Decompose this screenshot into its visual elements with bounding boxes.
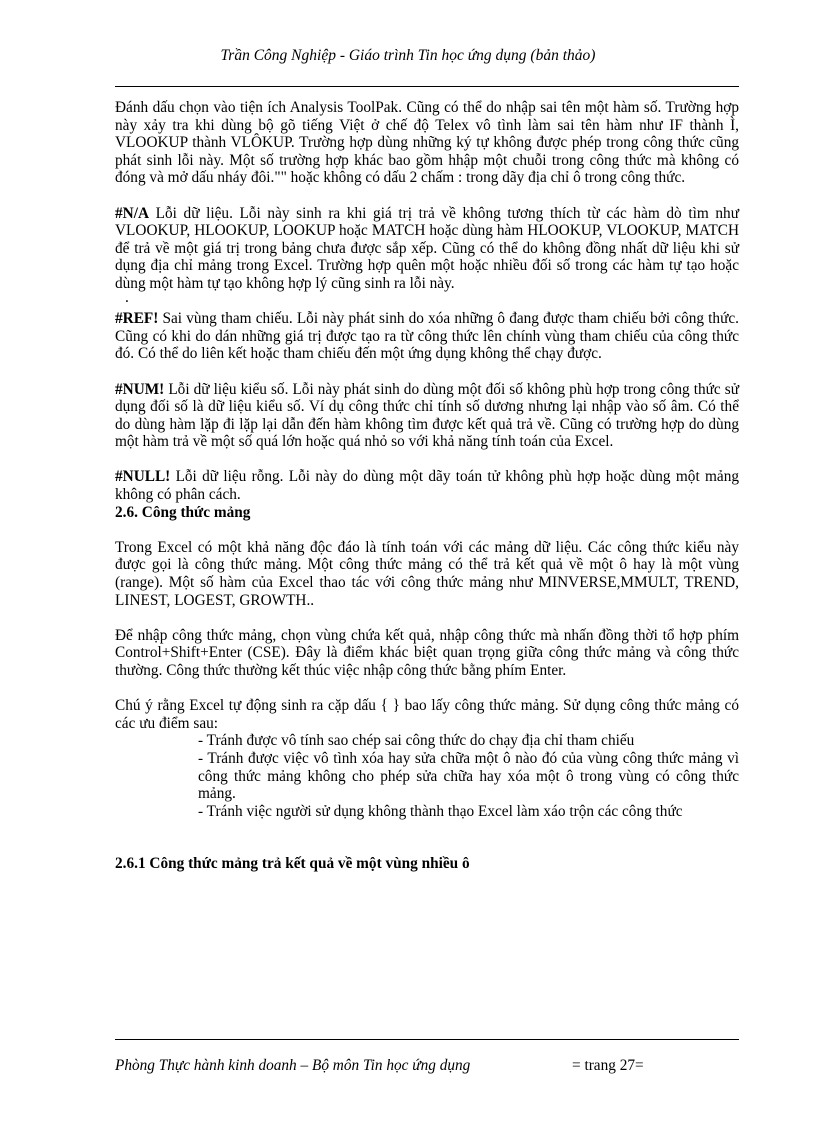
section-heading-2-6: 2.6. Công thức mảng [115, 503, 251, 521]
list-item: - Tránh được việc vô tình xóa hay sửa chữa một ô nào đó của vùng công thức mảng vì công thức mảng không cho phép sửa chữa hay xóa một ô trong vùng có công thức mảng. [198, 749, 739, 803]
paragraph-ref-error [115, 310, 739, 363]
footer-rule [115, 1039, 739, 1040]
paragraph-array-entry: Để nhập công thức mảng, chọn vùng chứa kết quả, nhập công thức mà nhấn đồng thời tổ hợp phím Control+Shift+Enter (CSE). Đây là điểm khác biệt quan trọng giữa công thức mảng và công thức thường. Công thức thường kết thúc việc nhập công thức bằng phím Enter. [115, 626, 739, 679]
error-code-na: #N/A [115, 204, 149, 222]
na-description: Lỗi dữ liệu. Lỗi này sinh ra khi giá trị trả về không tương thích từ các hàm dò tìm như VLOOKUP, HLOOKUP, LOOKUP hoặc MATCH hoặc dùng hàm HLOOKUP, VLOOKUP, MATCH để trả về một giá trị trong bảng chưa được sắp xếp. Cũng có thể do không đồng nhất dữ liệu khi sử dụng địa chỉ mảng trong Excel. Trường hợp quên một hoặc nhiều đối số trong các hàm tự tạo hoặc dùng một hàm tự tạo không hợp lý cũng sinh ra lỗi này. [115, 204, 739, 292]
paragraph-analysis-toolpak: Đánh dấu chọn vào tiện ích Analysis ToolPak. Cũng có thể do nhập sai tên một hàm số. Trường hợp này xảy tra khi dùng bộ gõ tiếng Việt ở chế độ Telex vô tình làm sai tên hàm như IF thành Ì, VLOOKUP thành VLÔKUP. Trường hợp dùng những ký tự không được phép trong công thức cũng phát sinh lỗi này. Một số trường hợp khác bao gồm hhập một chuỗi trong công thức mà không có đóng và mở dấu nháy đôi."" hoặc không có dấu 2 chấm : trong dãy địa chỉ ô trong công thức. [115, 99, 739, 187]
footer-department: Phòng Thực hành kinh doanh – Bộ môn Tin học ứng dụng [115, 1057, 471, 1074]
stray-dot: . [125, 288, 129, 306]
paragraph-num-error [115, 381, 739, 451]
advantages-list [115, 732, 739, 820]
page-number: = trang 27= [572, 1057, 644, 1074]
header-rule [115, 86, 739, 87]
paragraph-null-error [115, 468, 739, 503]
error-code-num: #NUM! [115, 380, 165, 398]
paragraph-array-braces: Chú ý rằng Excel tự động sinh ra cặp dấu { } bao lấy công thức mảng. Sử dụng công thức mảng có các ưu điểm sau: [115, 697, 739, 732]
paragraph-na-error [115, 205, 739, 293]
ref-description: Sai vùng tham chiếu. Lỗi này phát sinh do xóa những ô đang được tham chiếu bởi công thức. Cũng có khi do dán những giá trị được tạo ra từ công thức lên chính vùng tham chiếu của công thức đó. Có thể do liên kết hoặc tham chiếu đến một ứng dụng không thể chạy được. [115, 310, 739, 363]
error-code-null: #NULL! [115, 468, 171, 486]
null-description: Lỗi dữ liệu rỗng. Lỗi này do dùng một dãy toán tử không phù hợp hoặc dùng một mảng không có phân cách. [115, 468, 739, 504]
paragraph-array-intro: Trong Excel có một khả năng độc đáo là tính toán với các mảng dữ liệu. Các công thức kiểu này được gọi là công thức mảng. Một công thức mảng có thể trả kết quả về một ô hay là một vùng (range). Một số hàm của Excel thao tác với công thức mảng như MINVERSE,MMULT, TREND, LINEST, LOGEST, GROWTH.. [115, 538, 739, 609]
error-code-ref: #REF! [115, 310, 159, 328]
list-item: - Tránh việc người sử dụng không thành thạo Excel làm xáo trộn các công thức [198, 802, 683, 820]
page-header-title: Trần Công Nghiệp - Giáo trình Tin học ứng dụng (bản thảo) [220, 47, 596, 64]
page-body [115, 99, 739, 873]
list-item: - Tránh được vô tính sao chép sai công thức do chạy địa chỉ tham chiếu [198, 732, 635, 750]
num-description: Lỗi dữ liệu kiểu số. Lỗi này phát sinh do dùng một đối số không phù hợp trong công thức sử dụng đối số là dữ liệu kiểu số. Ví dụ công thức chỉ tính số dương nhưng lại nhập vào số âm. Có thể do dùng hàm lặp đi lặp lại dẫn đến hàm không tìm được kết quả trả về. Cũng có trường hợp do dùng một hàm trả về một số quá lớn hoặc quá nhỏ so với khả năng tính toán của Excel. [115, 380, 739, 451]
subsection-heading-2-6-1: 2.6.1 Công thức mảng trả kết quả về một vùng nhiều ô [115, 855, 470, 873]
